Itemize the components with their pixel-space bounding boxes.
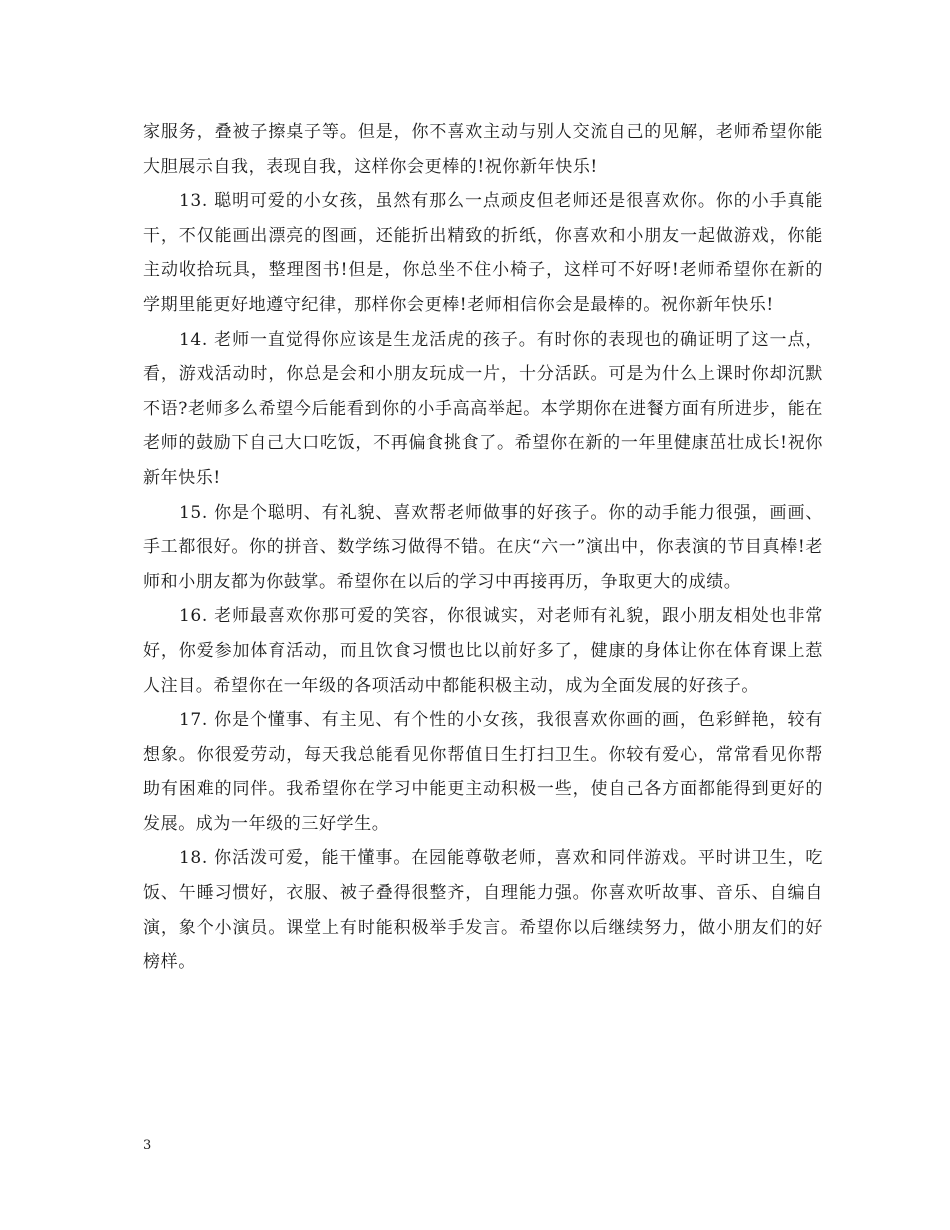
paragraph-item-15: 15. 你是个聪明、有礼貌、喜欢帮老师做事的好孩子。你的动手能力很强，画画、手工都很好。你的拼音、数学练习做得不错。在庆“六一”演出中，你表演的节目真棒!老师和小朋友都为你鼓掌。希望你在以后的学习中再接再历，争取更大的成绩。	[143, 502, 823, 592]
document-body	[143, 115, 823, 980]
paragraph-item-18: 18. 你活泼可爱，能干懂事。在园能尊敬老师，喜欢和同伴游戏。平时讲卫生，吃饭、午睡习惯好，衣服、被子叠得很整齐，自理能力强。你喜欢听故事、音乐、自编自演，象个小演员。课堂上有时能积极举手发言。希望你以后继续努力，做小朋友们的好榜样。	[143, 848, 823, 973]
paragraph-item-13: 13. 聪明可爱的小女孩，虽然有那么一点顽皮但老师还是很喜欢你。你的小手真能干，不仅能画出漂亮的图画，还能折出精致的折纸，你喜欢和小朋友一起做游戏，你能主动收拾玩具，整理图书!但是，你总坐不住小椅子，这样可不好呀!老师希望你在新的学期里能更好地遵守纪律，那样你会更棒!老师相信你会是最棒的。祝你新年快乐!	[143, 191, 823, 315]
paragraph-item-16: 16. 老师最喜欢你那可爱的笑容，你很诚实，对老师有礼貌，跟小朋友相处也非常好，你爱参加体育活动，而且饮食习惯也比以前好多了，健康的身体让你在体育课上惹人注目。希望你在一年级的各项活动中都能积极主动，成为全面发展的好孩子。	[143, 606, 823, 696]
page-number: 3	[143, 1138, 152, 1153]
paragraph-continuation: 家服务，叠被子擦桌子等。但是，你不喜欢主动与别人交流自己的见解，老师希望你能大胆展示自我，表现自我，这样你会更棒的!祝你新年快乐!	[143, 122, 823, 177]
paragraph-item-14: 14. 老师一直觉得你应该是生龙活虎的孩子。有时你的表现也的确证明了这一点，看，游戏活动时，你总是会和小朋友玩成一片，十分活跃。可是为什么上课时你却沉默不语?老师多么希望今后能看到你的小手高高举起。本学期你在进餐方面有所进步，能在老师的鼓励下自己大口吃饭，不再偏食挑食了。希望你在新的一年里健康茁壮成长!祝你新年快乐!	[143, 329, 823, 488]
paragraph-item-17: 17. 你是个懂事、有主见、有个性的小女孩，我很喜欢你画的画，色彩鲜艳，较有想象。你很爱劳动，每天我总能看见你帮值日生打扫卫生。你较有爱心，常常看见你帮助有困难的同伴。我希望你在学习中能更主动积极一些，使自己各方面都能得到更好的发展。成为一年级的三好学生。	[143, 710, 823, 834]
